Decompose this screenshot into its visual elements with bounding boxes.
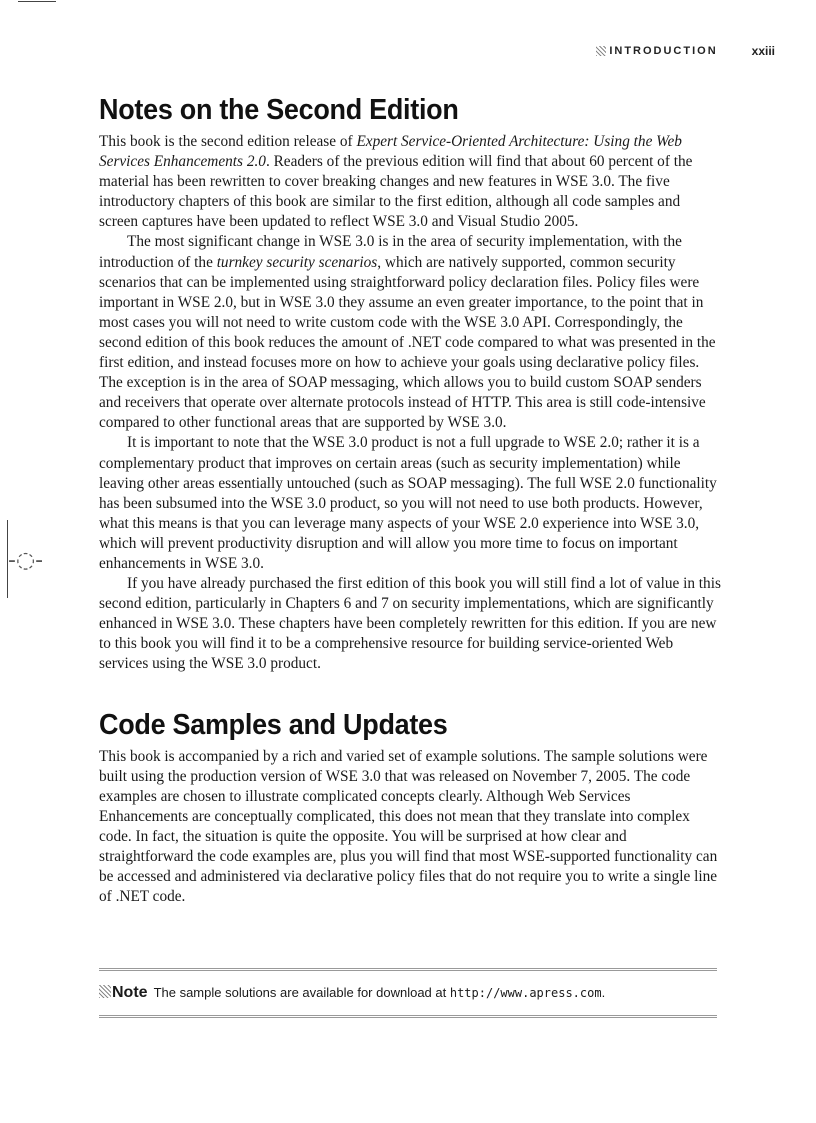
page-body	[99, 94, 721, 907]
paragraph: This book is accompanied by a rich and varied set of example solutions. The sample solutions were built using the production version of WSE 3.0 that was released on November 7, 2005. The code examples are chosen to illustrate complicated concepts clearly. Although Web Services Enhancements are conceptually complicated, this does not mean that they translate into complex code. In fact, the situation is quite the opposite. You will be surprised at how clear and straightforward the code examples are, plus you will find that most WSE-supported functionality can be accessed and administered via declarative policy files that do not require you to write a single line of .NET code.	[99, 747, 718, 906]
hatch-icon	[99, 985, 111, 998]
page-number: xxiii	[751, 44, 775, 58]
crop-mark-top-left	[18, 1, 56, 2]
running-header	[596, 44, 775, 58]
note-text: The sample solutions are available for download at	[153, 985, 450, 1000]
note-box: Note The sample solutions are available for download at http://www.apress.com.	[99, 968, 717, 1018]
section-heading-code-samples: Code Samples and Updates	[99, 708, 448, 741]
hatch-icon	[596, 46, 606, 56]
header-section: INTRODUCTION	[609, 45, 718, 57]
note-label: Note	[112, 984, 148, 1001]
registration-mark-icon: -◌-	[8, 548, 44, 573]
paragraph: This book is the second edition release of Expert Service-Oriented Architecture: Using the Web Services Enhancements 2.0. Readers of the previous edition will find that about 60 percent of the material has been rewritten to cover breaking changes and new features in WSE 3.0. The five introductory chapters of this book are similar to the first edition, although all code samples and screen captures have been updated to reflect WSE 3.0 and Visual Studio 2005.	[99, 133, 693, 231]
paragraph: It is important to note that the WSE 3.0 product is not a full upgrade to WSE 2.0; rather it is a complementary product that improves on certain areas (such as security implementation) while leaving other areas essentially untouched (such as SOAP messaging). The full WSE 2.0 functionality has been subsumed into the WSE 3.0 product, so you will not need to use both products. However, what this means is that you can leverage many aspects of your WSE 2.0 experience into WSE 3.0, which will prevent productivity disruption and will allow you more time to focus on important enhancements in WSE 3.0.	[99, 434, 717, 572]
paragraph: The most significant change in WSE 3.0 is in the area of security implementation, with the introduction of the turnkey security scenarios, which are natively supported, common security scenarios that can be implemented using straightforward policy declaration files. Policy files were important in WSE 2.0, but in WSE 3.0 they assume an even greater importance, to the point that in most cases you will not need to write custom code with the WSE 3.0 API. Correspondingly, the second edition of this book reduces the amount of .NET code compared to what was presented in the first edition, and instead focuses more on how to achieve your goals using declarative policy files. The exception is in the area of SOAP messaging, which allows you to build custom SOAP senders and receivers that operate over alternate protocols instead of HTTP. This area is still code-intensive compared to other functional areas that are supported by WSE 3.0.	[99, 233, 716, 432]
note-url-link[interactable]: http://www.apress.com	[449, 986, 602, 1000]
section-heading-second-edition: Notes on the Second Edition	[99, 94, 459, 126]
paragraph: If you have already purchased the first edition of this book you will still find a lot of value in this second edition, particularly in Chapters 6 and 7 on security implementations, which are significantly enhanced in WSE 3.0. These chapters have been completely rewritten for this edition. If you are new to this book you will find it to be a comprehensive resource for building service-oriented Web services using the WSE 3.0 product.	[99, 575, 721, 673]
